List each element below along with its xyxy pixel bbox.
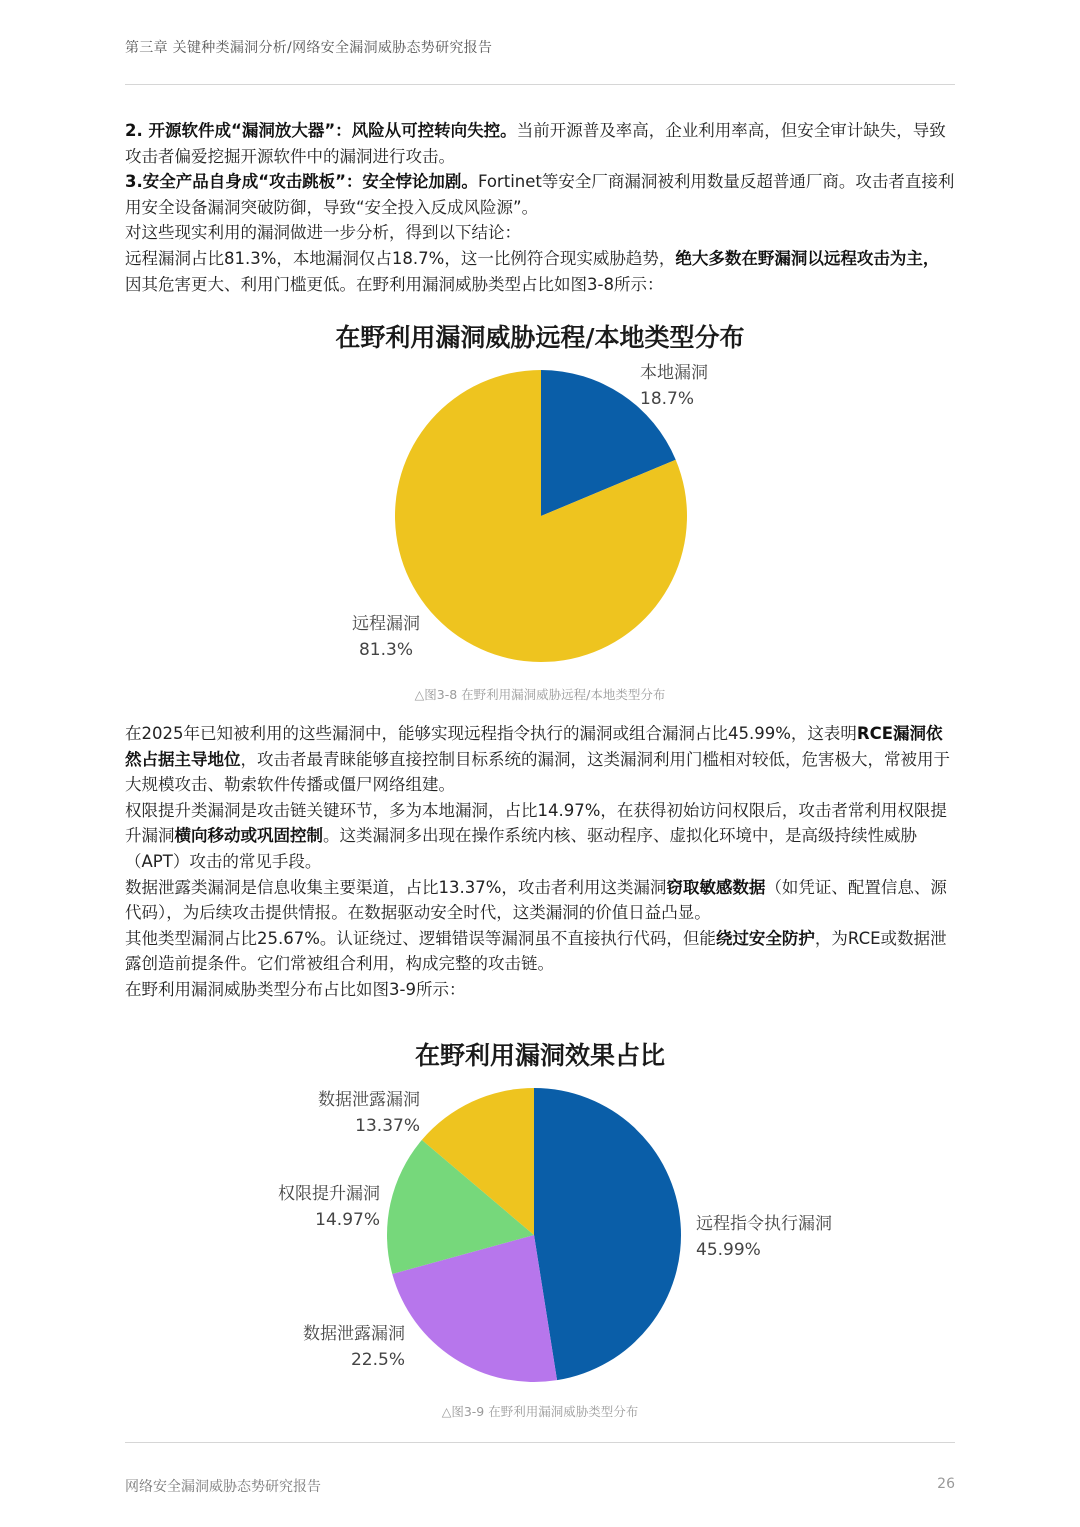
- footer-report-title: 网络安全漏洞威胁态势研究报告: [125, 1479, 321, 1495]
- paragraph-text: ，攻击者最青睐能够直接控制目标系统的漏洞，这类漏洞利用门槛相对较低，危害极大，常被用于大规模攻击、勒索软件传播或僵尸网络组建。: [125, 749, 950, 795]
- label-percent: 14.97%: [315, 1210, 380, 1230]
- paragraph-text: 远程漏洞占比81.3%，本地漏洞仅占18.7%，这一比例符合现实威胁趋势，: [125, 248, 676, 268]
- chart2-label-data-leak-yellow: [270, 1087, 420, 1139]
- chart2-slice-0: [534, 1088, 681, 1380]
- paragraph-rce: [125, 721, 955, 798]
- label-percent: 81.3%: [358, 640, 413, 660]
- chart1-pie: [394, 369, 688, 663]
- paragraph-security-products: [125, 169, 955, 220]
- paragraph-other: [125, 926, 955, 977]
- bold-emphasis: 绝大多数在野漏洞以远程攻击为主，: [675, 248, 940, 268]
- paragraph-text: 其他类型漏洞占比25.67%。认证绕过、逻辑错误等漏洞虽不直接执行代码，但能: [125, 928, 716, 948]
- label-percent: 13.37%: [355, 1116, 420, 1136]
- paragraph-privilege: [125, 798, 955, 875]
- label-name: 远程漏洞: [352, 614, 420, 634]
- paragraph-data-leak: [125, 875, 955, 926]
- figure1-caption: △图3-8 在野利用漏洞威胁远程/本地类型分布: [414, 687, 666, 702]
- paragraph-open-source: [125, 118, 955, 169]
- figure2-caption: △图3-9 在野利用漏洞威胁类型分布: [441, 1404, 639, 1419]
- label-percent: 22.5%: [350, 1350, 405, 1370]
- label-percent: 18.7%: [640, 389, 695, 409]
- chart1-label-remote: [340, 611, 432, 663]
- paragraph-text: 。这类漏洞多出现在操作系统内核、驱动程序、虚拟化环境中，是高级持续性威胁（APT）攻击的常见手段。: [125, 826, 917, 871]
- analysis-text: [125, 721, 955, 1003]
- bold-emphasis: 窃取敏感数据: [666, 877, 766, 897]
- paragraph-text: 在2025年已知被利用的这些漏洞中，能够实现远程指令执行的漏洞或组合漏洞占比45.99%，这表明: [125, 724, 857, 743]
- paragraph-text: Fortinet等安全厂商漏洞被利用数量反超普通厂商。攻击者直接利用安全设备漏洞突破防御，导致“安全投入反成风险源”。: [125, 172, 955, 217]
- chart1-title: 在野利用漏洞威胁远程/本地类型分布: [335, 323, 745, 352]
- page-number: 26: [937, 1476, 955, 1492]
- label-name: 远程指令执行漏洞: [696, 1214, 832, 1234]
- paragraph-analysis-lead: 对这些现实利用的漏洞做进一步分析，得到以下结论：: [125, 223, 521, 243]
- label-percent: 45.99%: [696, 1240, 761, 1260]
- label-name: 本地漏洞: [640, 363, 708, 383]
- paragraph-text: 当前开源普及率高，企业利用率高，但安全审计缺失，导致攻击者偏爱挖掘开源软件中的漏洞进行攻击。: [125, 121, 946, 166]
- bold-heading: 2. 开源软件成“漏洞放大器”：风险从可控转向失控。: [125, 121, 517, 140]
- paragraph-text: 权限提升类漏洞是攻击链关键环节，多为本地漏洞，占比14.97%，在获得初始访问权限后，攻击者常利用权限提升漏洞: [125, 800, 947, 846]
- bold-emphasis: 绕过安全防护: [715, 928, 815, 948]
- paragraph-text: 数据泄露类漏洞是信息收集主要渠道，占比13.37%，攻击者利用这类漏洞: [125, 877, 667, 897]
- footer-divider: [125, 1442, 955, 1443]
- paragraph-text: ，为RCE或数据泄露创造前提条件。它们常被组合利用，构成完整的攻击链。: [125, 928, 947, 974]
- paragraph-figure-lead: 在野利用漏洞威胁类型分布占比如图3-9所示：: [125, 979, 466, 999]
- bold-heading: 3.安全产品自身成“攻击跳板”：安全悖论加剧。: [125, 172, 478, 192]
- paragraph-remote-ratio: [125, 246, 955, 297]
- chart1-label-local: [640, 360, 708, 412]
- chart2-title: 在野利用漏洞效果占比: [414, 1041, 665, 1070]
- intro-text: [125, 118, 955, 297]
- header-divider: [125, 84, 955, 85]
- chart2-pie: [386, 1087, 682, 1383]
- running-header: 第三章 关键种类漏洞分析/网络安全漏洞威胁态势研究报告: [125, 40, 493, 56]
- bold-emphasis: 横向移动或巩固控制: [174, 826, 323, 846]
- label-name: 数据泄露漏洞: [318, 1090, 420, 1110]
- bold-emphasis: RCE漏洞依然占据主导地位: [125, 724, 943, 769]
- paragraph-text: （如凭证、配置信息、源代码），为后续攻击提供情报。在数据驱动安全时代，这类漏洞的价值日益凸显。: [125, 877, 947, 923]
- chart2-label-data-leak-purple: [255, 1321, 405, 1373]
- paragraph-text: 因其危害更大、利用门槛更低。在野利用漏洞威胁类型占比如图3-8所示：: [125, 274, 664, 294]
- chart2-label-privilege: [230, 1181, 380, 1233]
- label-name: 数据泄露漏洞: [303, 1324, 405, 1344]
- label-name: 权限提升漏洞: [278, 1184, 380, 1204]
- chart2-label-rce: [696, 1211, 832, 1263]
